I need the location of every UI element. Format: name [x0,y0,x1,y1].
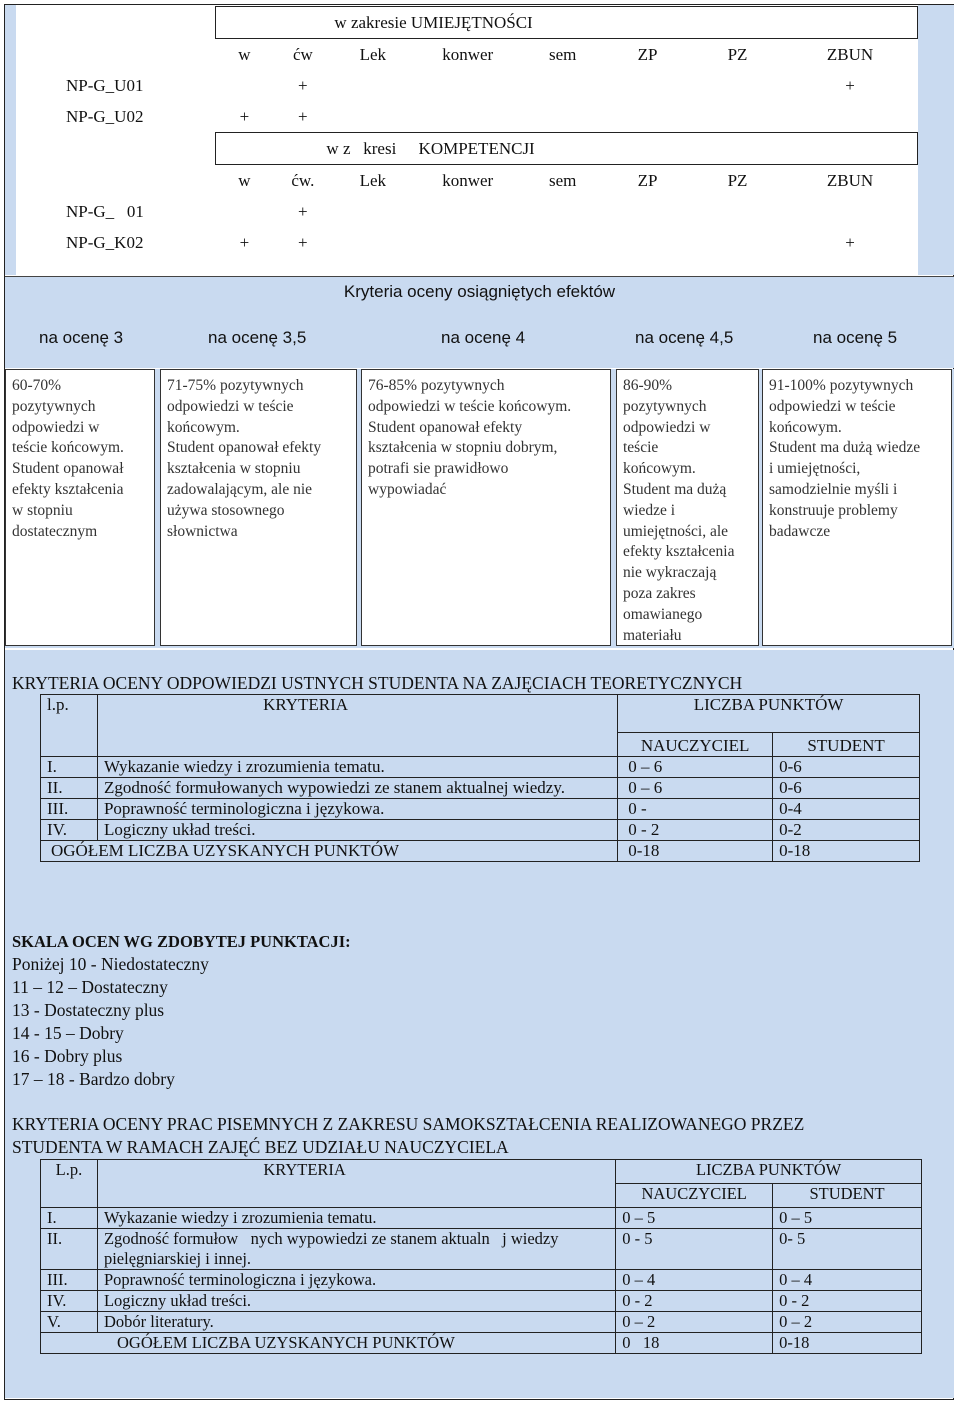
skills-header-cell: PZ [727,44,748,64]
competence-row [16,227,918,258]
matrix-cell: + [845,75,855,95]
matrix-cell [523,196,603,227]
table-row: III. Poprawność terminologiczna i językowa. 0 – 4 0 – 4 [41,1270,922,1291]
scale-item: 16 - Dobry plus [12,1046,123,1066]
criteria-grade-4-5: 86-90% pozytywnych odpowiedzi w teście końcowym. Student ma dużą wiedze i umiejętności, ale efekty kształcenia nie wykraczają poza zakres omawianego materiału [616,369,759,646]
total-row: OGÓŁEM LICZBA UZYSKANYCH PUNKTÓW 0 18 0-18 [41,1333,922,1354]
grade-label: na ocenę 3 [39,328,124,347]
skills-row [16,101,918,133]
matrix-cell [603,196,693,227]
skills-header-cell: konwer [442,44,494,64]
scale-item: 17 – 18 - Bardzo dobry [12,1069,175,1089]
oral-criteria-table [40,694,920,862]
table-row: IV. Logiczny układ treści. 0 - 2 0 - 2 [41,1291,922,1312]
matrix-cell [603,227,693,258]
table-row: IV. Logiczny układ treści. 0 - 2 0-2 [41,820,920,841]
oral-criteria-title: KRYTERIA OCENY ODPOWIEDZI USTNYCH STUDENTA NA ZAJĘCIACH TEORETYCZNYCH [12,673,743,693]
matrix-cell [693,196,783,227]
matrix-cell [333,101,413,133]
matrix-cell: + [298,75,308,95]
scale-item: 11 – 12 – Dostateczny [12,977,168,997]
matrix-cell [523,70,603,101]
criteria-grade-5: 91-100% pozytywnych odpowiedzi w teście końcowym. Student ma dużą wiedze i umiejętności, samodzielnie myśli i konstruuje problemy badawcze [762,369,952,646]
scale-title: SKALA OCEN WG ZDOBYTEJ PUNKTACJI: [12,932,351,951]
total-row: OGÓŁEM LICZBA UZYSKANYCH PUNKTÓW 0-18 0-18 [41,841,920,862]
grade-label: na ocenę 4 [441,328,526,347]
criteria-grade-3-5: 71-75% pozytywnych odpowiedzi w teście końcowym. Student opanował efekty kształcenia w stopniu zadowalającym, ale nie używa stosownego słownictwa [160,369,357,646]
grade-label: na ocenę 5 [813,328,898,347]
col-student: STUDENT [773,733,920,757]
skills-header-cell: ZBUN [826,44,874,64]
grade-label: na ocenę 4,5 [635,328,734,347]
col-lp: L.p. [41,1160,98,1208]
grades-row [5,306,954,368]
written-criteria-table [40,1159,922,1354]
matrix-cell: + [239,106,250,126]
effects-matrix [16,6,918,258]
matrix-cell [523,101,603,133]
matrix-cell [693,227,783,258]
table-row: V. Dobór literatury. 0 – 2 0 – 2 [41,1312,922,1333]
competence-header-cell: sem [548,170,577,190]
skills-header-cell: w [238,44,251,64]
competence-header-cell: Lek [359,170,387,190]
grading-scale [12,930,351,1091]
col-student: STUDENT [773,1184,922,1208]
left-bar [5,5,16,275]
matrix-cell [413,70,523,101]
table-row: I. Wykazanie wiedzy i zrozumienia tematu. 0 – 5 0 – 5 [41,1208,922,1229]
competence-header-cell: PZ [727,170,748,190]
matrix-cell [333,196,413,227]
matrix-cell: + [239,232,250,252]
skills-header-cell: ćw [292,44,313,64]
competence-header-cell: w [238,170,251,190]
matrix-cell: + [845,232,855,252]
matrix-cell [216,196,273,227]
written-criteria-title: KRYTERIA OCENY PRAC PISEMNYCH Z ZAKRESU SAMOKSZTAŁCENIA REALIZOWANEGO PRZEZ STUDENTA W RAMACH ZAJĘĆ BEZ UDZIAŁU NAUCZYCIELA [12,1114,805,1157]
skills-header-cell: ZP [637,44,658,64]
col-lp: l.p. [41,695,98,757]
matrix-cell [603,101,693,133]
matrix-cell [693,101,783,133]
matrix-cell [413,227,523,258]
skills-header-cell: sem [548,44,577,64]
table-row: II. Zgodność formułowanych wypowiedzi ze stanem aktualnej wiedzy. 0 – 6 0-6 [41,778,920,799]
col-criteria: KRYTERIA [97,1160,615,1208]
matrix-cell: + [298,201,308,221]
criteria-grade-3: 60-70% pozytywnych odpowiedzi w teście końcowym. Student opanował efekty kształcenia w stopniu dostatecznym [5,369,155,646]
skills-header-row [16,39,918,71]
competence-title [216,133,918,165]
effect-code: NP-G_ 01 [66,201,144,221]
matrix-cell [693,70,783,101]
competence-header-cell: ćw. [291,170,315,190]
effect-code: NP-G_K02 [66,232,144,252]
skills-row [16,70,918,101]
competence-header-cell: konwer [442,170,494,190]
matrix-cell [216,70,273,101]
competence-header-cell: ZP [637,170,658,190]
skills-header-cell: Lek [359,44,387,64]
scale-item: 13 - Dostateczny plus [12,1000,165,1020]
matrix-cell [413,101,523,133]
col-teacher: NAUCZYCIEL [618,733,773,757]
competence-header-cell: ZBUN [826,170,874,190]
scale-item: 14 - 15 – Dobry [12,1023,124,1043]
criteria-grade-4: 76-85% pozytywnych odpowiedzi w teście końcowym. Student opanował efekty kształcenia w stopniu dobrym, potrafi sie prawidłowo wypowiadać [361,369,611,646]
skills-title: w zakresie UMIEJĘTNOŚCI [216,7,918,39]
matrix-cell [523,227,603,258]
col-points: LICZBA PUNKTÓW [616,1160,922,1184]
effect-code: NP-G_U02 [66,106,144,126]
matrix-cell: + [298,232,308,252]
matrix-cell: + [298,106,308,126]
table-row: II. Zgodność formułow nych wypowiedzi ze stanem aktualn j wiedzy pielęgniarskiej i innej. 0 - 5 0- 5 [41,1229,922,1270]
right-bar [918,5,954,275]
matrix-cell [333,70,413,101]
competence-title-a: w z kresi [326,138,397,158]
matrix-cell [333,227,413,258]
col-criteria: KRYTERIA [97,695,617,757]
competence-title-b: KOMPETENCJI [418,138,535,158]
table-row: III. Poprawność terminologiczna i językowa. 0 - 0-4 [41,799,920,820]
effect-code: NP-G_U01 [66,75,144,95]
criteria-title: Kryteria oceny osiągniętych efektów [5,276,954,308]
grade-label: na ocenę 3,5 [208,328,307,347]
competence-header-row [16,165,918,197]
matrix-cell [413,196,523,227]
competence-row [16,196,918,227]
col-teacher: NAUCZYCIEL [616,1184,773,1208]
matrix-cell [782,101,917,133]
matrix-cell [603,70,693,101]
col-points: LICZBA PUNKTÓW [618,695,920,733]
table-row: I. Wykazanie wiedzy i zrozumienia tematu. 0 – 6 0-6 [41,757,920,778]
criteria-columns [5,369,954,648]
scale-item: Poniżej 10 - Niedostateczny [12,954,209,974]
matrix-cell [782,196,917,227]
